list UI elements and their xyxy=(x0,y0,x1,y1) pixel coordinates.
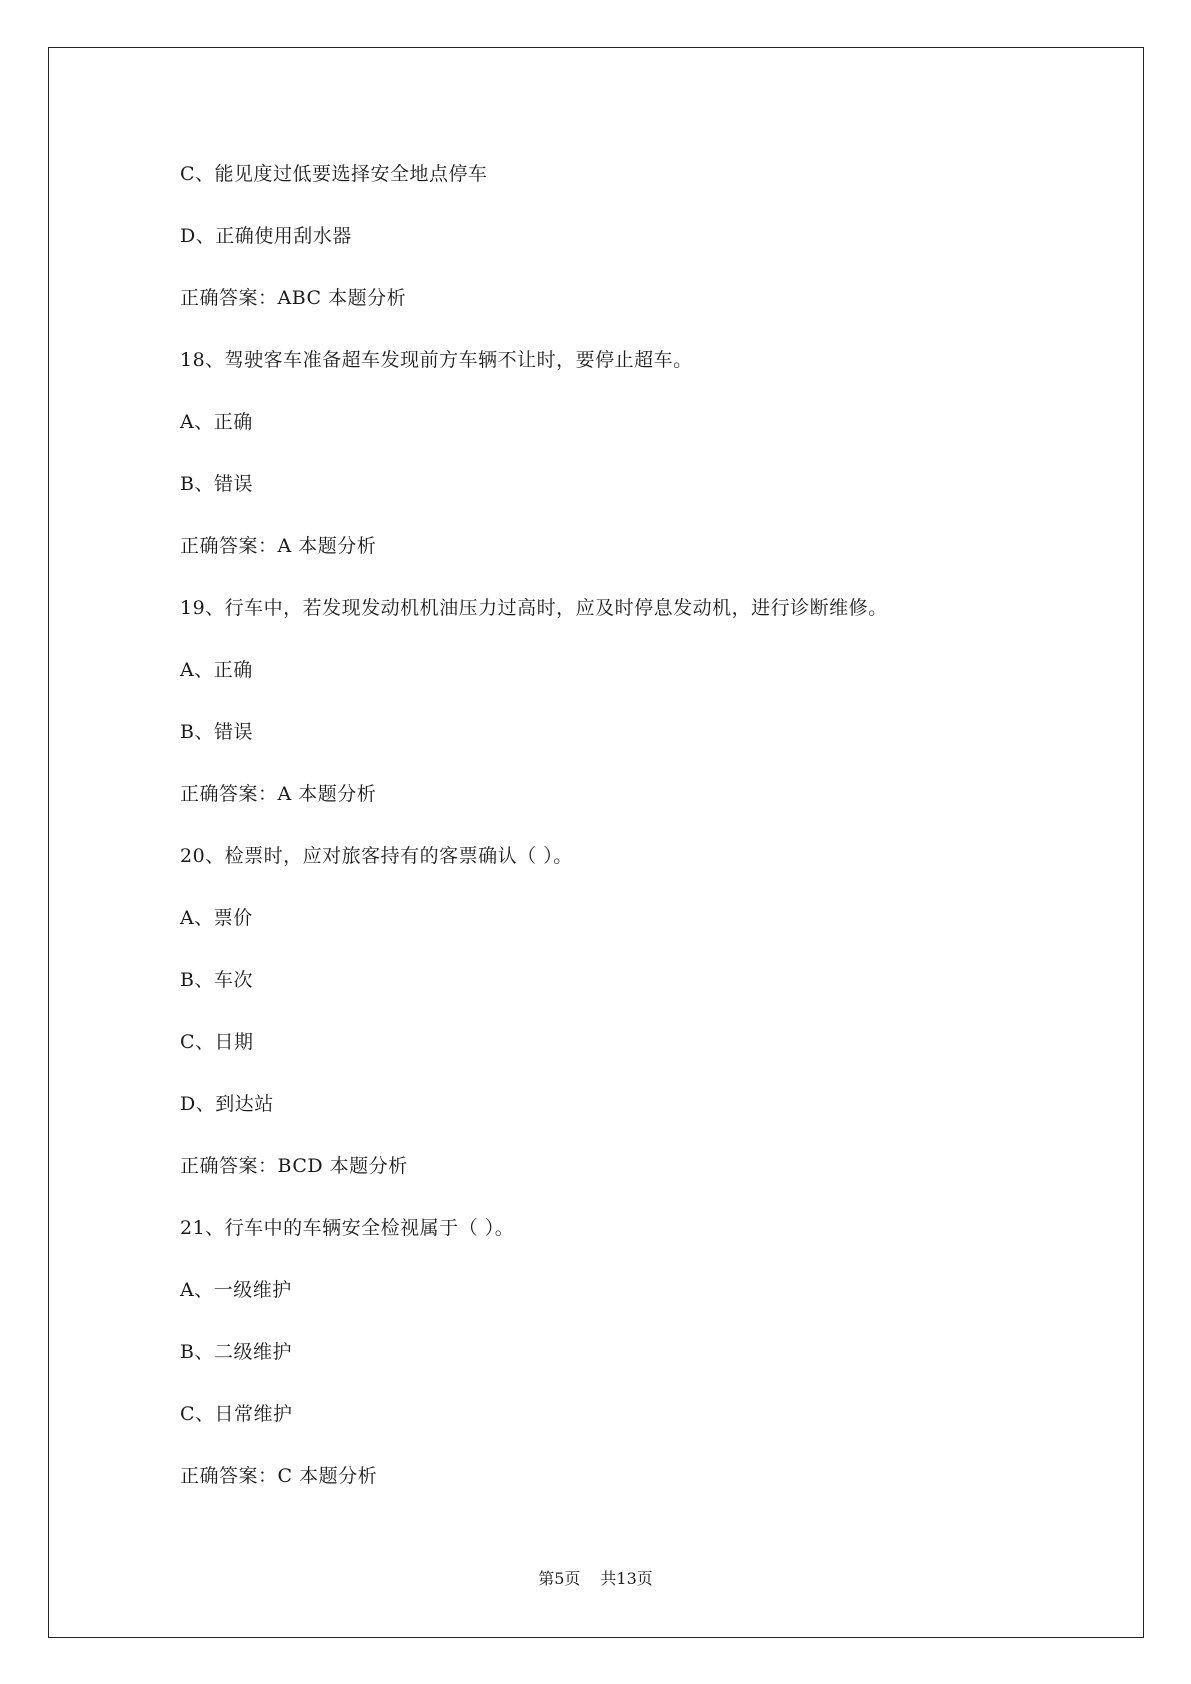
question-20: 20、检票时，应对旅客持有的客票确认（ ）。 xyxy=(180,845,573,867)
page-footer xyxy=(0,1569,1191,1589)
option-c-q21: C、日常维护 xyxy=(180,1403,293,1425)
option-c-q20: C、日期 xyxy=(180,1031,254,1053)
answer-q19: 正确答案：A 本题分析 xyxy=(180,783,377,805)
page-number: 第5页 xyxy=(538,1569,581,1588)
page-total: 共13页 xyxy=(600,1569,653,1588)
option-a-q18: A、正确 xyxy=(180,411,253,433)
option-b-q20: B、车次 xyxy=(180,969,253,991)
option-a-q19: A、正确 xyxy=(180,659,253,681)
option-b-q19: B、错误 xyxy=(180,721,253,743)
answer-q17: 正确答案：ABC 本题分析 xyxy=(180,287,407,309)
answer-q18: 正确答案：A 本题分析 xyxy=(180,535,377,557)
option-c-q17: C、能见度过低要选择安全地点停车 xyxy=(180,163,488,185)
question-19: 19、行车中，若发现发动机机油压力过高时，应及时停息发动机，进行诊断维修。 xyxy=(180,597,888,619)
question-18: 18、驾驶客车准备超车发现前方车辆不让时，要停止超车。 xyxy=(180,349,693,371)
option-b-q21: B、二级维护 xyxy=(180,1341,292,1363)
option-b-q18: B、错误 xyxy=(180,473,253,495)
option-a-q20: A、票价 xyxy=(180,907,253,929)
option-d-q20: D、到达站 xyxy=(180,1093,274,1115)
answer-q20: 正确答案：BCD 本题分析 xyxy=(180,1155,408,1177)
option-a-q21: A、一级维护 xyxy=(180,1279,292,1301)
option-d-q17: D、正确使用刮水器 xyxy=(180,225,352,247)
question-21: 21、行车中的车辆安全检视属于（ ）。 xyxy=(180,1217,515,1239)
answer-q21: 正确答案：C 本题分析 xyxy=(180,1465,378,1487)
